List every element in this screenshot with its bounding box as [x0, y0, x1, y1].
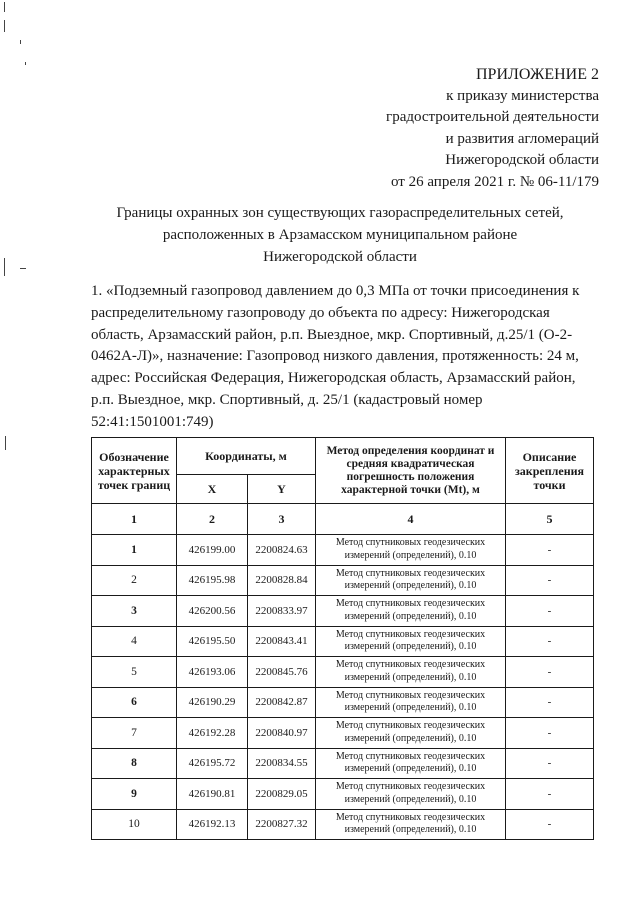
scan-mark: [20, 40, 21, 44]
fixing-cell: -: [506, 535, 594, 566]
para-line: 1. «Подземный газопровод давлением до 0,3 МПа от точки присоединения к: [91, 283, 580, 299]
point-id: 10: [92, 809, 177, 840]
method-cell: Метод спутниковых геодезических измерений (определений), 0.10: [316, 687, 506, 718]
method-cell: Метод спутниковых геодезических измерений (определений), 0.10: [316, 596, 506, 627]
scan-mark: [4, 258, 5, 276]
coord-y: 2200829.05: [248, 779, 316, 810]
appendix-line: и развития агломераций: [445, 130, 599, 147]
appendix-order-date: от 26 апреля 2021 г. № 06-11/179: [390, 173, 599, 190]
coord-x: 426190.81: [177, 779, 248, 810]
document-title: [60, 202, 620, 268]
scan-mark: [4, 20, 5, 32]
point-id: 2: [92, 565, 177, 596]
fixing-cell: -: [506, 779, 594, 810]
table-row: [92, 748, 594, 779]
header-coords: Координаты, м: [177, 438, 316, 475]
fixing-cell: -: [506, 657, 594, 688]
fixing-cell: -: [506, 626, 594, 657]
point-id: 7: [92, 718, 177, 749]
table-row: [92, 565, 594, 596]
appendix-block: [386, 64, 599, 193]
appendix-line: Нижегородской области: [445, 152, 599, 168]
scan-mark: [5, 436, 6, 450]
para-line: область, Арзамасский район, р.п. Выездное, мкр. Спортивный, д.25/1 (О-2-: [91, 326, 573, 343]
column-number: 2: [177, 504, 248, 535]
coord-y: 2200824.63: [248, 535, 316, 566]
coord-y: 2200834.55: [248, 748, 316, 779]
point-id: 6: [92, 687, 177, 718]
column-number: 5: [506, 504, 594, 535]
appendix-line: градостроительной деятельности: [386, 109, 599, 125]
column-numbers-row: [92, 504, 594, 535]
point-id: 9: [92, 779, 177, 810]
table-row: [92, 626, 594, 657]
title-line: Нижегородской области: [263, 249, 417, 265]
method-cell: Метод спутниковых геодезических измерений (определений), 0.10: [316, 626, 506, 657]
header-y: Y: [248, 475, 316, 504]
point-id: 4: [92, 626, 177, 657]
table-row: [92, 596, 594, 627]
method-cell: Метод спутниковых геодезических измерений (определений), 0.10: [316, 565, 506, 596]
method-cell: Метод спутниковых геодезических измерений (определений), 0.10: [316, 809, 506, 840]
para-line: распределительному газопроводу до объекта по адресу: Нижегородская: [91, 304, 550, 321]
column-number: 1: [92, 504, 177, 535]
coord-y: 2200842.87: [248, 687, 316, 718]
coord-x: 426195.50: [177, 626, 248, 657]
scan-mark: [4, 2, 5, 12]
header-method: Метод определения координат и средняя квадратическая погрешность положения характерной точки (Mt), м: [316, 438, 506, 504]
coord-x: 426193.06: [177, 657, 248, 688]
para-line: 0462А-Л)», назначение: Газопровод низкого давления, протяженность: 24 м,: [91, 348, 579, 365]
appendix-title: ПРИЛОЖЕНИЕ 2: [475, 66, 599, 83]
para-line: адрес: Российская Федерация, Нижегородская область, Арзамасский район,: [91, 370, 576, 387]
coord-x: 426200.56: [177, 596, 248, 627]
table-row: [92, 687, 594, 718]
table-row: [92, 809, 594, 840]
para-line: р.п. Выездное, мкр. Спортивный, д. 25/1 (кадастровый номер: [91, 391, 483, 408]
fixing-cell: -: [506, 718, 594, 749]
fixing-cell: -: [506, 565, 594, 596]
method-cell: Метод спутниковых геодезических измерений (определений), 0.10: [316, 657, 506, 688]
header-point: Обозначение характерных точек границ: [92, 438, 177, 504]
coord-y: 2200843.41: [248, 626, 316, 657]
column-number: 4: [316, 504, 506, 535]
fixing-cell: -: [506, 809, 594, 840]
point-id: 8: [92, 748, 177, 779]
coord-x: 426190.29: [177, 687, 248, 718]
point-id: 5: [92, 657, 177, 688]
table-row: [92, 657, 594, 688]
point-id: 1: [92, 535, 177, 566]
coordinates-table: [91, 437, 594, 840]
method-cell: Метод спутниковых геодезических измерений (определений), 0.10: [316, 779, 506, 810]
coord-y: 2200840.97: [248, 718, 316, 749]
fixing-cell: -: [506, 596, 594, 627]
coord-x: 426195.72: [177, 748, 248, 779]
fixing-cell: -: [506, 748, 594, 779]
title-line: Границы охранных зон существующих газораспределительных сетей,: [116, 205, 564, 221]
coord-x: 426199.00: [177, 535, 248, 566]
header-fixing: Описание закрепления точки: [506, 438, 594, 504]
object-description: [91, 281, 593, 434]
coord-y: 2200827.32: [248, 809, 316, 840]
title-line: расположенных в Арзамасском муниципальном районе: [162, 227, 518, 243]
appendix-line: к приказу министерства: [446, 87, 599, 104]
coord-x: 426192.28: [177, 718, 248, 749]
table-row: [92, 718, 594, 749]
coord-x: 426192.13: [177, 809, 248, 840]
column-number: 3: [248, 504, 316, 535]
method-cell: Метод спутниковых геодезических измерений (определений), 0.10: [316, 748, 506, 779]
scan-mark: [25, 62, 26, 65]
method-cell: Метод спутниковых геодезических измерений (определений), 0.10: [316, 535, 506, 566]
header-x: X: [177, 475, 248, 504]
table-row: [92, 535, 594, 566]
scan-mark: [20, 268, 26, 269]
coord-x: 426195.98: [177, 565, 248, 596]
fixing-cell: -: [506, 687, 594, 718]
para-line: 52:41:1501001:749): [91, 413, 214, 430]
coord-y: 2200828.84: [248, 565, 316, 596]
coord-y: 2200845.76: [248, 657, 316, 688]
point-id: 3: [92, 596, 177, 627]
coord-y: 2200833.97: [248, 596, 316, 627]
table-row: [92, 779, 594, 810]
method-cell: Метод спутниковых геодезических измерений (определений), 0.10: [316, 718, 506, 749]
